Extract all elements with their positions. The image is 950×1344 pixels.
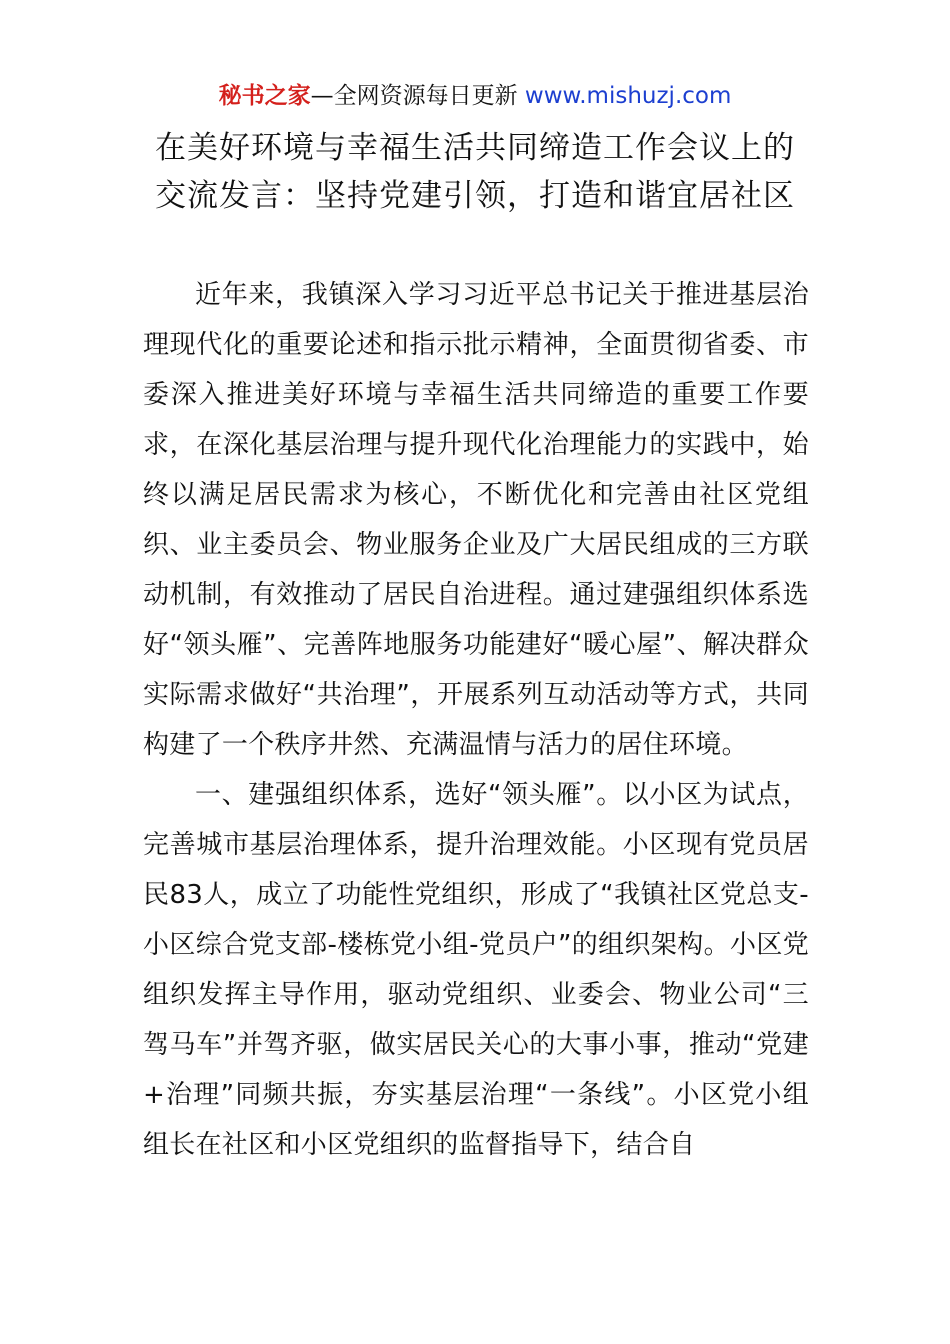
- title-line-2: 交流发言：坚持党建引领，打造和谐宜居社区: [155, 178, 795, 214]
- site-url-link[interactable]: www.mishuzj.com: [524, 83, 732, 109]
- title-line-1: 在美好环境与幸福生活共同缔造工作会议上的: [155, 130, 795, 166]
- document-body: [143, 270, 809, 1170]
- header-tagline: —全网资源每日更新: [310, 83, 518, 109]
- section-one-paragraph: 一、建强组织体系，选好“领头雁”。以小区为试点，完善城市基层治理体系，提升治理效能。小区现有党员居民83人，成立了功能性党组织，形成了“我镇社区党总支-小区综合党支部-楼栋党小组-党员户”的组织架构。小区党组织发挥主导作用，驱动党组织、业委会、物业公司“三驾马车”并驾齐驱，做实居民关心的大事小事，推动“党建+治理”同频共振，夯实基层治理“一条线”。小区党小组组长在社区和小区党组织的监督指导下，结合自: [143, 780, 809, 1160]
- intro-paragraph: 近年来，我镇深入学习习近平总书记关于推进基层治理现代化的重要论述和指示批示精神，全面贯彻省委、市委深入推进美好环境与幸福生活共同缔造的重要工作要求，在深化基层治理与提升现代化治理能力的实践中，始终以满足居民需求为核心，不断优化和完善由社区党组织、业主委员会、物业服务企业及广大居民组成的三方联动机制，有效推动了居民自治进程。通过建强组织体系选好“领头雁”、完善阵地服务功能建好“暖心屋”、解决群众实际需求做好“共治理”，开展系列互动活动等方式，共同构建了一个秩序井然、充满温情与活力的居住环境。: [143, 280, 809, 760]
- document-title: [60, 124, 890, 220]
- brand-name: 秘书之家: [218, 83, 311, 109]
- site-header: [0, 80, 950, 112]
